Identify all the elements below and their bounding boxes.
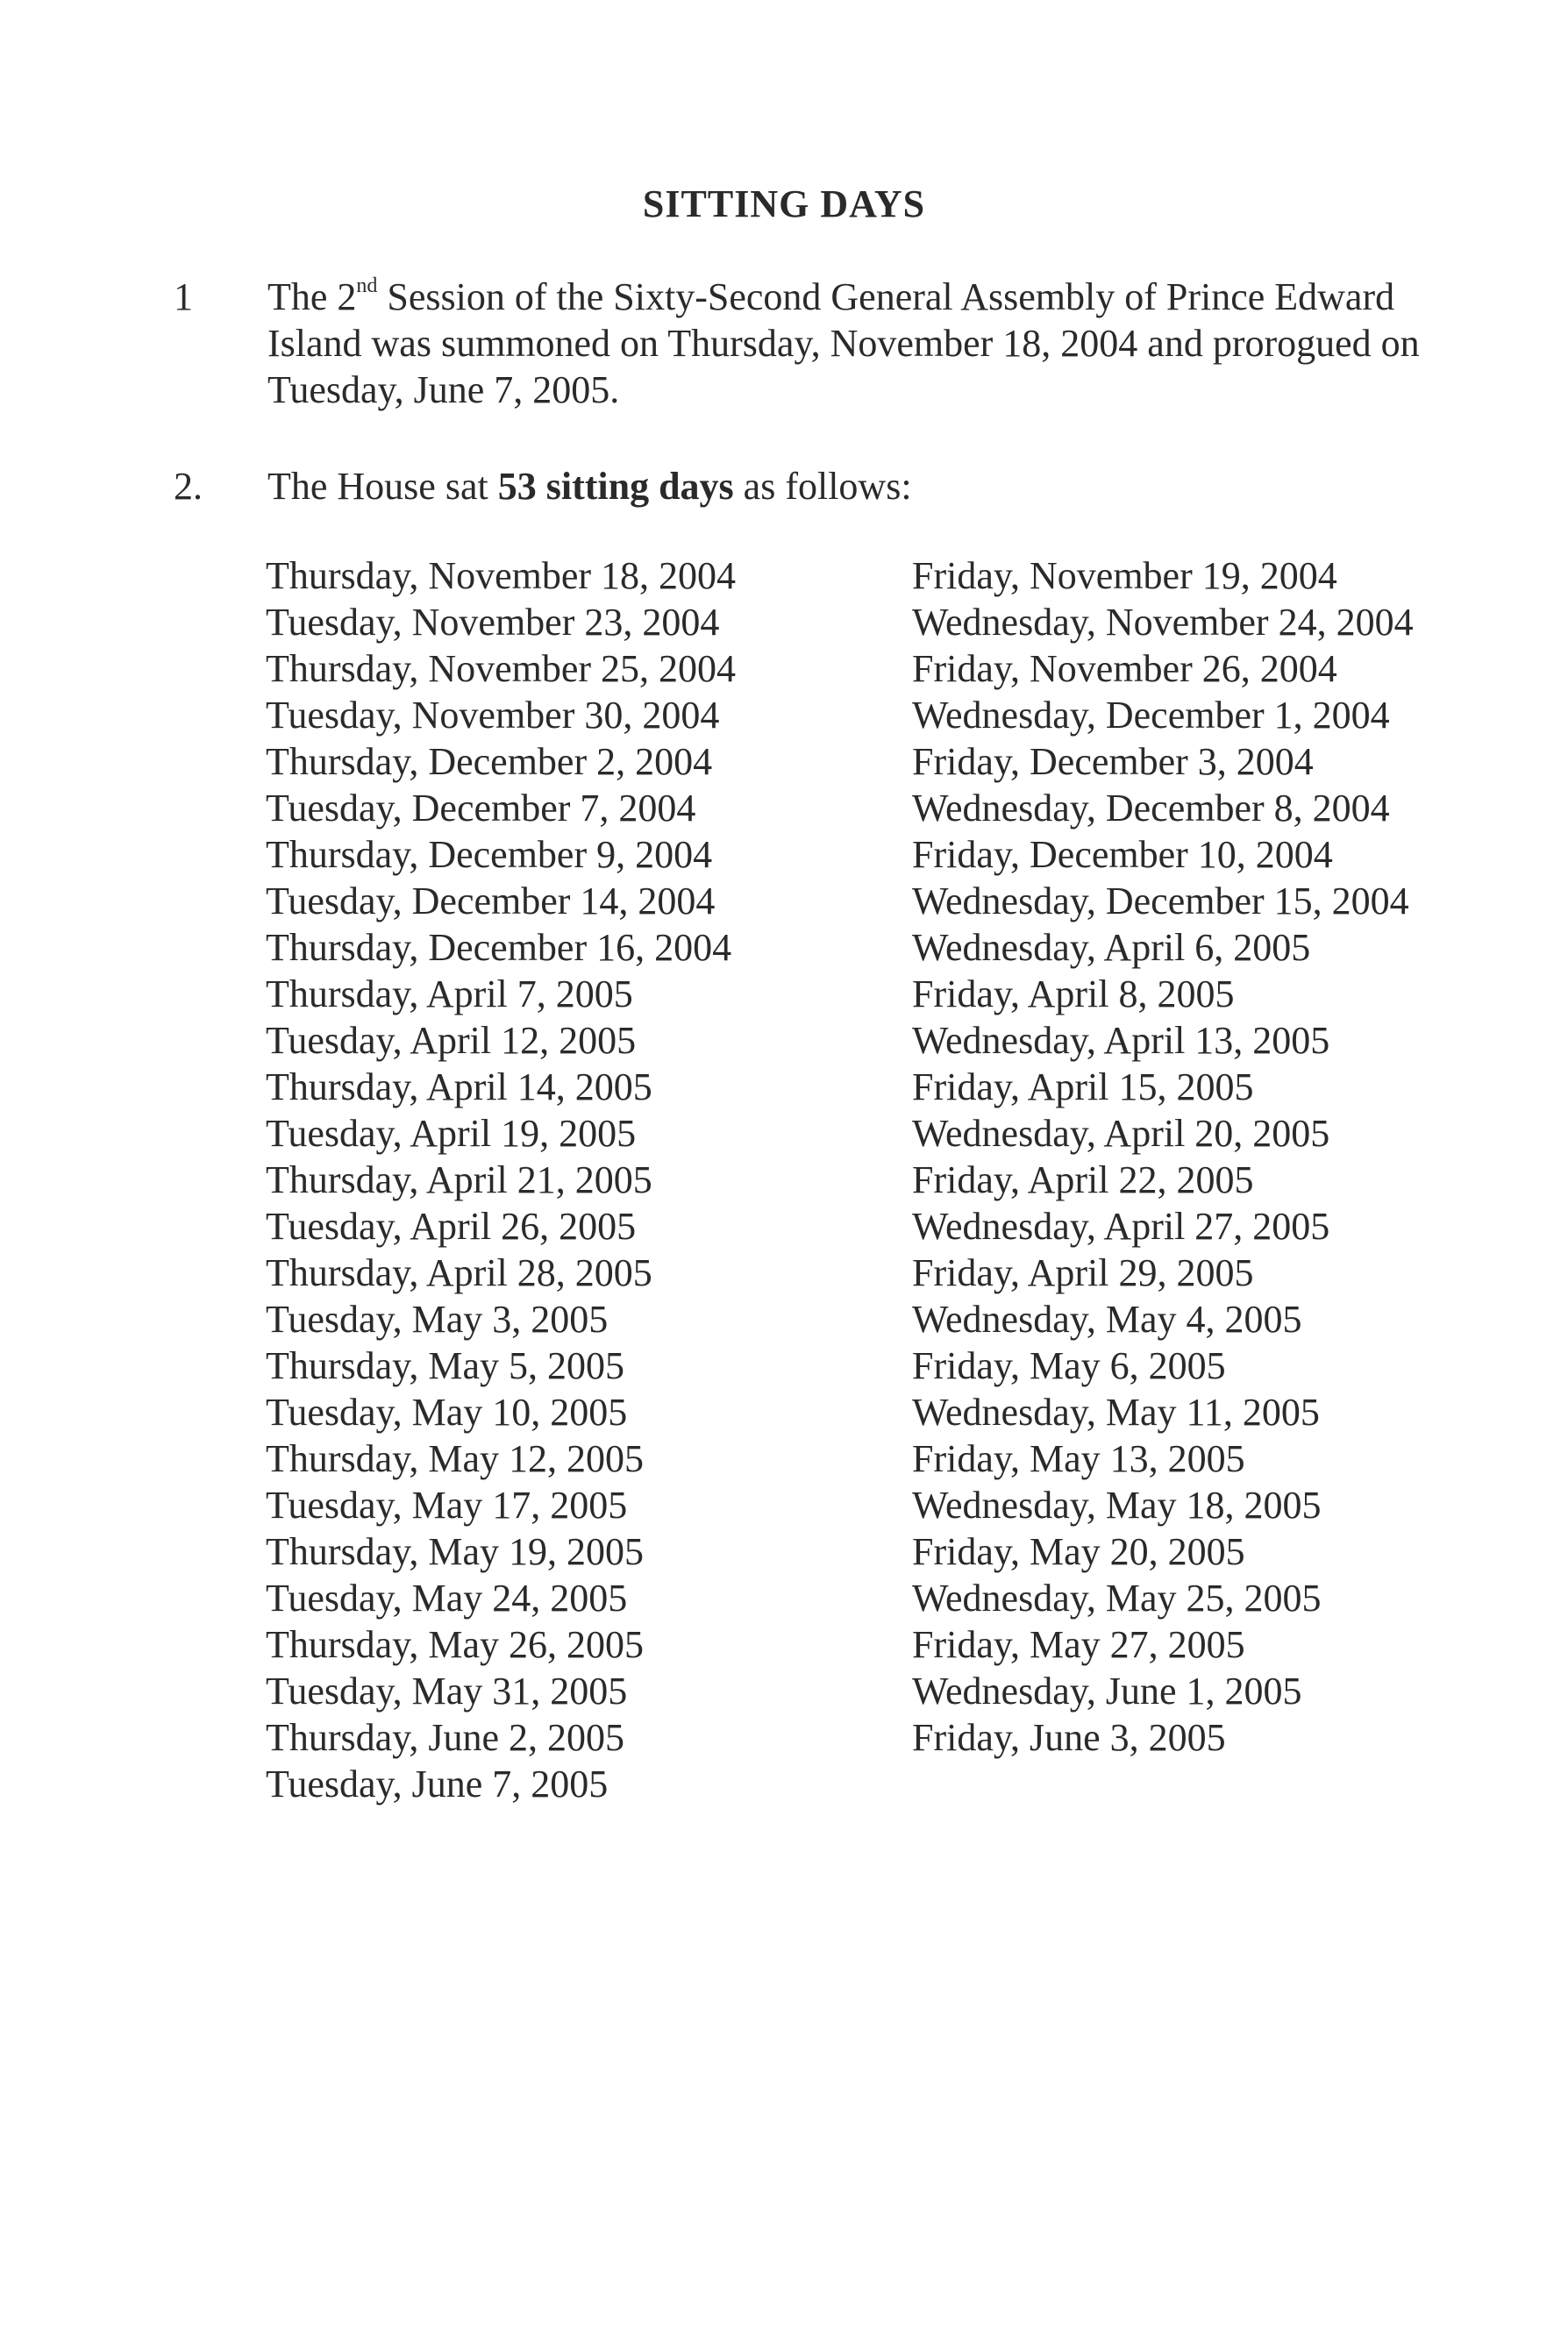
sitting-day-item: Thursday, April 28, 2005 [266, 1251, 652, 1294]
sitting-day-item: Wednesday, May 25, 2005 [912, 1577, 1322, 1620]
sitting-day-item: Thursday, November 18, 2004 [266, 554, 737, 597]
sitting-day-item: Thursday, December 9, 2004 [266, 833, 713, 876]
paragraph-2-text-start: The House sat [267, 465, 498, 508]
sitting-days-right-column [912, 552, 1414, 1761]
sitting-day-item: Tuesday, May 31, 2005 [266, 1670, 628, 1713]
sitting-day-item: Friday, May 20, 2005 [912, 1530, 1245, 1573]
sitting-day-item: Friday, May 6, 2005 [912, 1344, 1226, 1387]
paragraph-2-text-end: as follows: [733, 465, 912, 508]
sitting-day-item: Tuesday, November 23, 2004 [266, 601, 720, 644]
sitting-day-item: Tuesday, June 7, 2005 [266, 1763, 609, 1805]
sitting-day-item: Wednesday, May 11, 2005 [912, 1391, 1320, 1434]
sitting-day-item: Thursday, May 5, 2005 [266, 1344, 624, 1387]
paragraph-2 [267, 463, 1495, 509]
sitting-day-item: Friday, November 26, 2004 [912, 647, 1337, 690]
sitting-day-item: Thursday, April 7, 2005 [266, 972, 633, 1015]
sitting-day-item: Wednesday, November 24, 2004 [912, 601, 1414, 644]
sitting-day-item: Wednesday, April 27, 2005 [912, 1205, 1330, 1248]
sitting-day-item: Friday, December 3, 2004 [912, 740, 1314, 783]
sitting-day-item: Friday, April 22, 2005 [912, 1158, 1254, 1201]
sitting-day-item: Thursday, December 16, 2004 [266, 926, 732, 969]
paragraph-1-number: 1 [174, 275, 193, 318]
sitting-day-item: Friday, December 10, 2004 [912, 833, 1333, 876]
sitting-day-item: Tuesday, April 12, 2005 [266, 1019, 637, 1062]
paragraph-1-text-end: Session of the Sixty-Second General Assembly of Prince Edward Island was summoned on Thursday, November 18, 2004 and prorogued on Tuesday, June 7, 2005. [267, 275, 1420, 411]
sitting-day-item: Wednesday, May 4, 2005 [912, 1298, 1302, 1341]
sitting-days-left-column [266, 552, 736, 1807]
sitting-day-item: Thursday, May 12, 2005 [266, 1437, 644, 1480]
sitting-day-item: Wednesday, April 6, 2005 [912, 926, 1311, 969]
page-title: SITTING DAYS [642, 182, 926, 225]
sitting-day-item: Friday, November 19, 2004 [912, 554, 1337, 597]
sitting-day-item: Tuesday, April 19, 2005 [266, 1112, 637, 1155]
sitting-day-item: Thursday, May 19, 2005 [266, 1530, 644, 1573]
sitting-day-item: Friday, May 13, 2005 [912, 1437, 1245, 1480]
sitting-day-item: Thursday, June 2, 2005 [266, 1716, 624, 1759]
sitting-day-item: Friday, June 3, 2005 [912, 1716, 1226, 1759]
sitting-day-item: Tuesday, December 7, 2004 [266, 787, 696, 830]
sitting-day-item: Thursday, April 21, 2005 [266, 1158, 652, 1201]
sitting-day-item: Wednesday, June 1, 2005 [912, 1670, 1302, 1713]
sitting-day-item: Wednesday, December 8, 2004 [912, 787, 1390, 830]
paragraph-2-bold-count: 53 sitting days [497, 465, 734, 508]
sitting-day-item: Friday, April 15, 2005 [912, 1065, 1254, 1108]
sitting-day-item: Friday, May 27, 2005 [912, 1623, 1245, 1666]
sitting-day-item: Thursday, April 14, 2005 [266, 1065, 652, 1108]
sitting-day-item: Friday, April 29, 2005 [912, 1251, 1254, 1294]
sitting-day-item: Tuesday, May 3, 2005 [266, 1298, 609, 1341]
sitting-day-item: Tuesday, April 26, 2005 [266, 1205, 637, 1248]
sitting-day-item: Wednesday, May 18, 2005 [912, 1484, 1322, 1527]
paragraph-2-number: 2. [174, 465, 203, 508]
paragraph-1 [267, 274, 1495, 413]
sitting-day-item: Thursday, May 26, 2005 [266, 1623, 644, 1666]
sitting-day-item: Wednesday, April 20, 2005 [912, 1112, 1330, 1155]
sitting-day-item: Thursday, November 25, 2004 [266, 647, 737, 690]
paragraph-1-text-start: The 2 [267, 275, 357, 318]
sitting-day-item: Thursday, December 2, 2004 [266, 740, 713, 783]
sitting-day-item: Tuesday, December 14, 2004 [266, 880, 716, 922]
sitting-day-item: Tuesday, May 17, 2005 [266, 1484, 628, 1527]
sitting-day-item: Wednesday, December 1, 2004 [912, 694, 1390, 737]
sitting-day-item: Wednesday, December 15, 2004 [912, 880, 1409, 922]
paragraph-1-superscript: nd [356, 274, 378, 298]
sitting-day-item: Friday, April 8, 2005 [912, 972, 1235, 1015]
sitting-day-item: Tuesday, November 30, 2004 [266, 694, 720, 737]
sitting-day-item: Tuesday, May 10, 2005 [266, 1391, 628, 1434]
sitting-day-item: Wednesday, April 13, 2005 [912, 1019, 1330, 1062]
sitting-day-item: Tuesday, May 24, 2005 [266, 1577, 628, 1620]
